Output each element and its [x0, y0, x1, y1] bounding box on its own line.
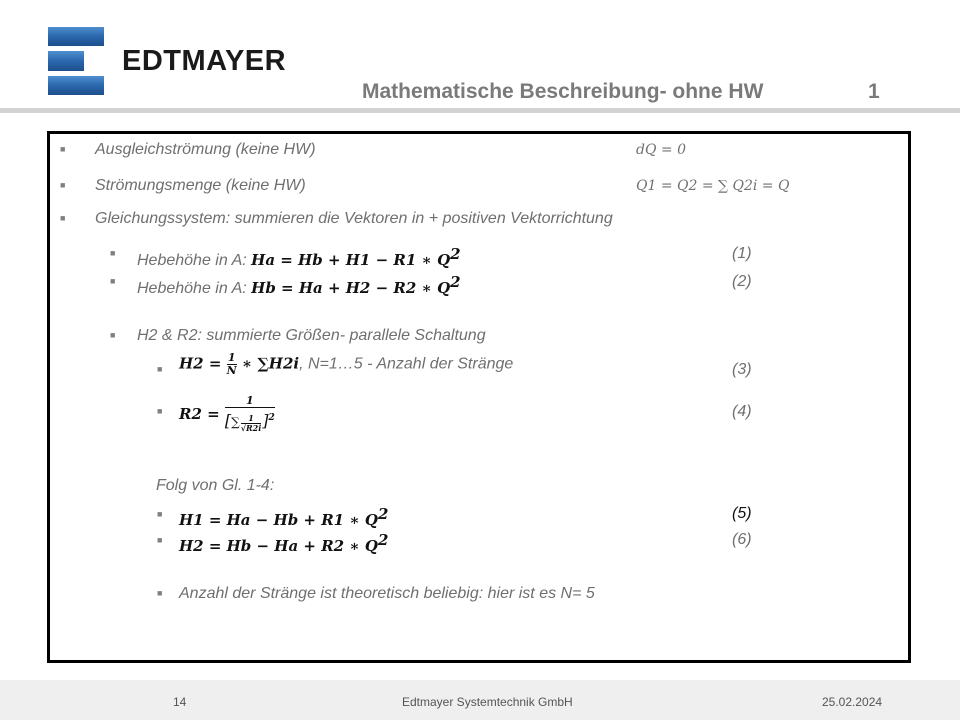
bullet-icon: ■ [60, 144, 66, 154]
equation-1-formula: Ha = Hb + H1 − R1 ∗ Q [251, 251, 451, 269]
equation-5-formula: H1 = Ha − Hb + R1 ∗ Q [179, 511, 378, 529]
equation-4-sum-symbol: ∑ [231, 415, 240, 429]
equation-4-number: (4) [732, 403, 752, 420]
equation-3-rhs: ∗ ∑H2i [236, 354, 300, 373]
equation-4-lhs: R2 = [179, 404, 225, 423]
equation-3-fraction-numerator: 1 [227, 351, 236, 364]
item-stroemung-formula: Q1 = Q2 = ∑ Q2i = Q [636, 178, 790, 194]
item-anzahl-text: Anzahl der Stränge ist theoretisch beliebig: hier ist es N= 5 [179, 585, 595, 602]
equation-2-exponent: 2 [450, 273, 461, 291]
footer-company: Edtmayer Systemtechnik GmbH [402, 695, 573, 709]
slide-title: Mathematische Beschreibung- ohne HW [362, 80, 764, 103]
equation-6-exponent: 2 [377, 531, 389, 549]
equation-1-exponent: 2 [450, 245, 461, 263]
equation-4-inner-fraction [241, 414, 262, 433]
equation-1-label: Hebehöhe in A: [137, 252, 252, 269]
slide-title-number: 1 [868, 80, 880, 103]
bullet-icon: ■ [110, 248, 116, 258]
item-ausgleich-text: Ausgleichströmung (keine HW) [95, 141, 316, 158]
bullet-icon: ■ [60, 213, 66, 223]
footer-date: 25.02.2024 [822, 695, 883, 709]
equation-5-exponent: 2 [377, 505, 389, 523]
bullet-icon: ■ [110, 330, 116, 340]
bullet-icon: ■ [157, 509, 163, 519]
item-stroemung-text: Strömungsmenge (keine HW) [95, 177, 306, 194]
bullet-icon: ■ [157, 588, 163, 598]
equation-3-fraction-denominator: N [226, 364, 237, 377]
equation-4-inner-numerator: 1 [241, 414, 262, 424]
bullet-icon: ■ [157, 406, 163, 416]
equation-1 [137, 245, 461, 270]
equation-5-number: (5) [732, 505, 752, 522]
item-h2-r2-text: H2 & R2: summierte Größen- parallele Schaltung [137, 327, 486, 344]
equation-4-exponent: 2 [268, 413, 275, 423]
equation-1-number: (1) [732, 245, 752, 262]
item-ausgleich-formula: dQ = 0 [636, 142, 686, 158]
footer-page-number: 14 [173, 695, 187, 709]
logo-wordmark: EDTMAYER [122, 45, 287, 77]
equation-3-fraction [227, 352, 237, 377]
bullet-icon: ■ [60, 180, 66, 190]
equation-3-number: (3) [732, 361, 752, 378]
equation-4-fraction [225, 395, 275, 433]
equation-2-number: (2) [732, 273, 752, 290]
equation-4-fraction-numerator: 1 [225, 395, 275, 408]
company-logo [48, 27, 288, 95]
equation-5 [179, 505, 388, 530]
equation-4-inner-denominator: √R2i [240, 422, 262, 433]
equation-3-lhs: H2 = [179, 354, 227, 373]
bullet-icon: ■ [157, 535, 163, 545]
bullet-icon: ■ [110, 276, 116, 286]
equation-3-text: , N=1…5 - Anzahl der Stränge [299, 355, 514, 373]
header-divider [0, 108, 960, 113]
equation-6 [179, 531, 388, 556]
consequence-heading: Folg von Gl. 1-4: [156, 477, 275, 494]
equation-2-formula: Hb = Ha + H2 − R2 ∗ Q [251, 279, 451, 297]
bullet-icon: ■ [157, 364, 163, 374]
equation-2 [137, 273, 461, 298]
equation-6-formula: H2 = Hb − Ha + R2 ∗ Q [179, 537, 378, 555]
equation-4-fraction-denominator: [∑ $\frac{1}{√R2i}$ ]$^2$ [224, 411, 275, 433]
logo-mark-icon [48, 27, 104, 95]
equation-6-number: (6) [732, 531, 752, 548]
item-gleichungssystem-text: Gleichungssystem: summieren die Vektoren in + positiven Vektorrichtung [95, 210, 613, 227]
equation-3 [179, 352, 513, 377]
equation-2-label: Hebehöhe in A: [137, 280, 252, 297]
equation-4 [179, 395, 275, 443]
